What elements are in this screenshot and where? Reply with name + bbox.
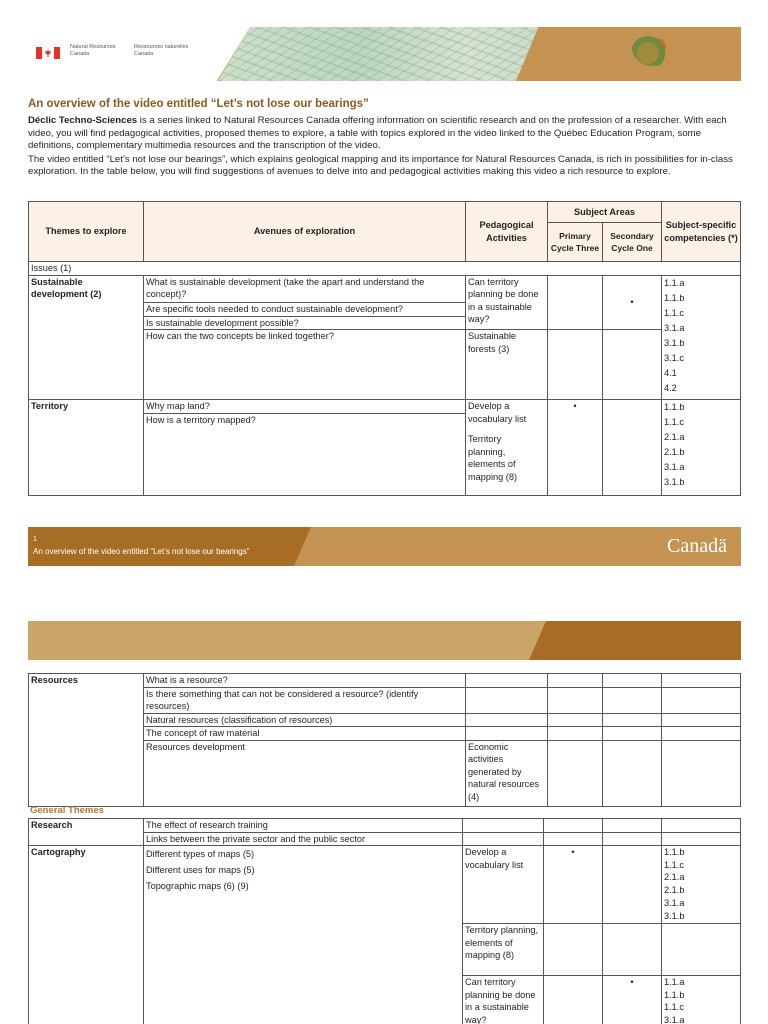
- avenue-cell: Links between the private sector and the public sector: [144, 832, 463, 846]
- avenue-cell: The effect of research training: [144, 819, 463, 833]
- general-themes-heading: General Themes: [30, 805, 104, 816]
- avenue-cell: Is there something that can not be considered a resource? (identify resources): [144, 687, 466, 713]
- department-name-en: Natural Resources Canada: [70, 44, 116, 57]
- header-secondary: Secondary Cycle One: [603, 223, 662, 262]
- page2-banner: [28, 621, 741, 660]
- activity-cell: Can territory planning be done in a sustainable way?: [466, 275, 548, 330]
- theme-cartography: Cartography: [29, 846, 144, 1024]
- avenue-cell: Natural resources (classification of resources): [144, 713, 466, 727]
- canada-map-icon: [632, 34, 672, 66]
- header-competencies: Subject-specific competencies (*): [662, 202, 741, 262]
- theme-resources: Resources: [29, 674, 144, 807]
- themes-table: [28, 201, 741, 496]
- canada-wordmark-logo: Canadä: [667, 535, 727, 557]
- primary-mark: •: [548, 400, 603, 496]
- activity-cell: Economic activities generated by natural resources (4): [466, 740, 548, 806]
- theme-research: Research: [29, 819, 144, 846]
- header-subject-areas: Subject Areas: [548, 202, 662, 223]
- primary-mark: •: [544, 846, 603, 924]
- avenues-cell: Different types of maps (5) Different uses for maps (5) Topographic maps (6) (9): [144, 846, 463, 1024]
- activity-cell: Territory planning, elements of mapping (8): [463, 924, 544, 976]
- page-number: 1: [33, 536, 37, 543]
- footer-text: An overview of the video entitled “Let’s not lose our bearings”: [33, 547, 250, 556]
- header-primary: Primary Cycle Three: [548, 223, 603, 262]
- header-avenues: Avenues of exploration: [144, 202, 466, 262]
- competencies-cell: 1.1.b 1.1.c 2.1.a 2.1.b 3.1.a 3.1.b: [662, 846, 741, 924]
- canada-flag-icon: [36, 47, 60, 59]
- header-themes: Themes to explore: [29, 202, 144, 262]
- avenue-cell: What is a resource?: [144, 674, 466, 688]
- issues-row: Issues (1): [29, 262, 741, 276]
- avenue-cell: How is a territory mapped?: [144, 413, 466, 495]
- header-banner: [28, 27, 741, 81]
- activity-cell: Can territory planning be done in a sustainable way?: [463, 976, 544, 1024]
- competencies-cell: 1.1.a 1.1.b 1.1.c 3.1.a: [662, 976, 741, 1024]
- header-activities: Pedagogical Activities: [466, 202, 548, 262]
- intro-text: Déclic Techno-Sciences is a series linked to Natural Resources Canada offering information on scientific research and on the profession of a researcher. With each video, you will find pedagogical activities, proposed themes to explore, a table with topics explored in the video linked to the Québec Education Program, some definitions, complementary multimedia resources and the transcription of the video. The video entitled “Let’s not lose our bearings”, which explains geological mapping and its importance for Natural Resources Canada, is rich in possibilities for in-class exploration. In the table below, you will find suggestions of avenues to delve into and pedagogical activities making this video a rich resource to explore.: [28, 115, 733, 178]
- avenue-cell: Are specific tools needed to conduct sustainable development?: [144, 302, 466, 316]
- page-footer: [28, 527, 741, 566]
- department-name-fr: Ressources naturelles Canada: [134, 44, 189, 57]
- document-title: An overview of the video entitled “Let’s not lose our bearings”: [28, 98, 369, 110]
- secondary-mark: •: [603, 976, 662, 1024]
- activity-cell: Develop a vocabulary list: [463, 846, 544, 924]
- competencies-cell: 1.1.b 1.1.c 2.1.a 2.1.b 3.1.a 3.1.b: [662, 400, 741, 496]
- avenue-cell: How can the two concepts be linked together?: [144, 330, 466, 400]
- secondary-mark: •: [603, 275, 662, 330]
- theme-territory: Territory: [29, 400, 144, 496]
- activity-cell: Develop a vocabulary list Territory planning, elements of mapping (8): [466, 400, 548, 496]
- avenue-cell: What is sustainable development (take the apart and understand the concept)?: [144, 275, 466, 302]
- avenue-cell: Is sustainable development possible?: [144, 316, 466, 330]
- resources-table: [28, 673, 741, 807]
- activity-cell: Sustainable forests (3): [466, 330, 548, 400]
- theme-sustainable: Sustainable development (2): [29, 275, 144, 400]
- avenue-cell: The concept of raw material: [144, 727, 466, 741]
- general-themes-table: [28, 818, 741, 1024]
- avenue-cell: Resources development: [144, 740, 466, 806]
- competencies-cell: 1.1.a 1.1.b 1.1.c 3.1.a 3.1.b 3.1.c 4.1 4.2: [662, 275, 741, 400]
- avenue-cell: Why map land?: [144, 400, 466, 414]
